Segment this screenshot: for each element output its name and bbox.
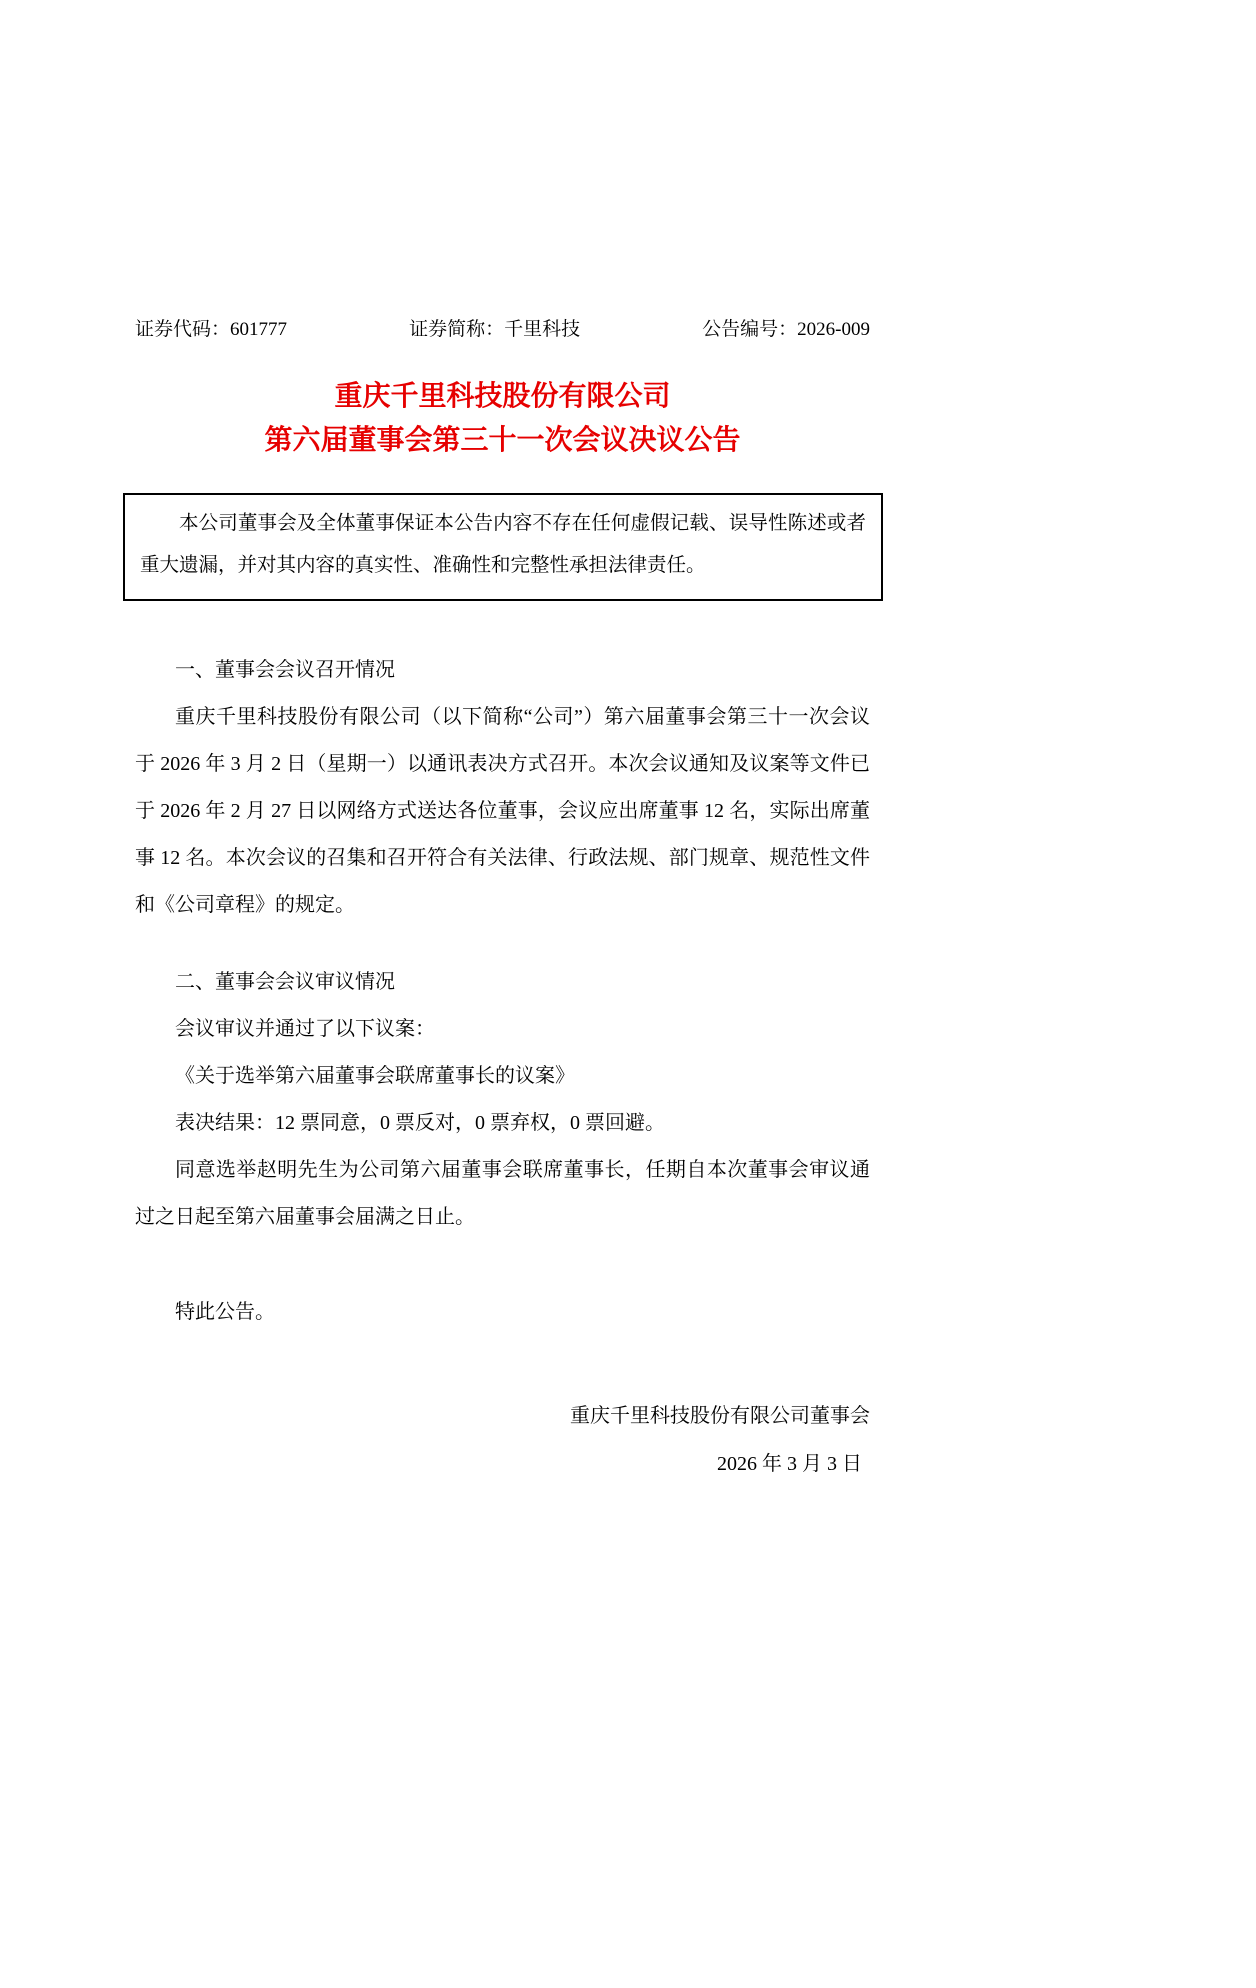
vote-result: 表决结果：12 票同意，0 票反对，0 票弃权，0 票回避。: [175, 1112, 665, 1135]
signature-block: [135, 1392, 870, 1488]
stock-code: 证券代码：601777: [135, 319, 288, 340]
section-2-intro: 会议审议并通过了以下议案：: [175, 1018, 435, 1041]
section-meeting-deliberation: [135, 959, 870, 1241]
announcement-number: 公告编号：2026-009: [702, 319, 870, 340]
resolution-paragraph: 同意选举赵明先生为公司第六届董事会联席董事长，任期自本次董事会审议通过之日起至第六届董事会届满之日止。: [135, 1159, 870, 1229]
stock-short-name: 证券简称：千里科技: [409, 319, 581, 340]
disclaimer-box: [123, 493, 883, 601]
signature-company: 重庆千里科技股份有限公司董事会: [570, 1405, 870, 1428]
disclaimer-text: 本公司董事会及全体董事保证本公告内容不存在任何虚假记载、误导性陈述或者重大遗漏，并对其内容的真实性、准确性和完整性承担法律责任。: [140, 513, 866, 577]
title-line-2: 第六届董事会第三十一次会议决议公告: [264, 425, 741, 457]
title-line-1: 重庆千里科技股份有限公司: [334, 381, 671, 412]
section-2-heading: 二、董事会会议审议情况: [175, 971, 395, 994]
section-1-heading: 一、董事会会议召开情况: [175, 659, 395, 682]
proposal-title: 《关于选举第六届董事会联席董事长的议案》: [175, 1065, 575, 1088]
section-meeting-convening: [135, 647, 870, 929]
signature-date: 2026 年 3 月 3 日: [717, 1453, 862, 1476]
document-header: [135, 314, 870, 341]
closing-block: [135, 1289, 870, 1336]
section-1-paragraph: 重庆千里科技股份有限公司（以下简称“公司”）第六届董事会第三十一次会议于 2026 年 3 月 2 日（星期一）以通讯表决方式召开。本次会议通知及议案等文件已于 2026 年 2 月 27 日以网络方式送达各位董事，会议应出席董事 12 名，实际出席董事 12 名。本次会议的召集和召开符合有关法律、行政法规、部门规章、规范性文件和《公司章程》的规定。: [135, 706, 870, 917]
document-title: [135, 375, 870, 463]
closing-text: 特此公告。: [175, 1301, 275, 1324]
